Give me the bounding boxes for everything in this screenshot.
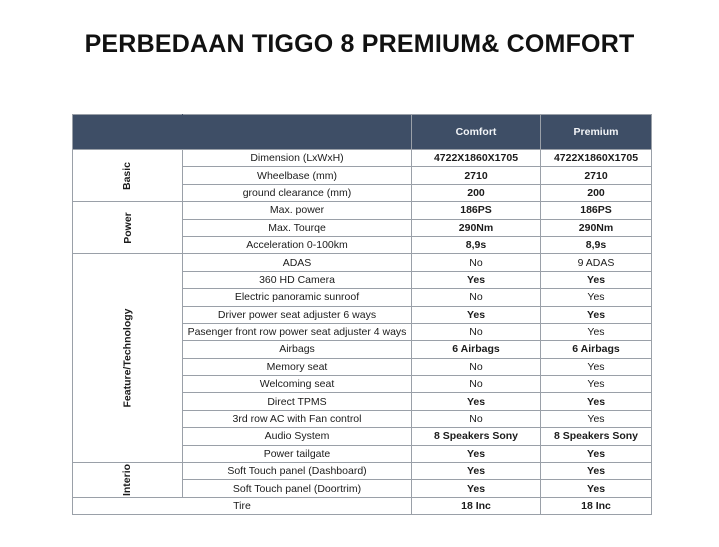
- table-header-row: [73, 115, 652, 150]
- premium-value: Yes: [541, 306, 652, 323]
- feature-label: Direct TPMS: [183, 393, 412, 410]
- header-blank-cell: [183, 115, 412, 150]
- premium-value: Yes: [541, 376, 652, 393]
- feature-label: Acceleration 0-100km: [183, 236, 412, 253]
- category-cell: [73, 202, 183, 254]
- premium-value: Yes: [541, 271, 652, 288]
- header-premium: Premium: [541, 115, 652, 150]
- feature-label: ground clearance (mm): [183, 184, 412, 201]
- comfort-value: Yes: [412, 306, 541, 323]
- comfort-value: Yes: [412, 271, 541, 288]
- feature-label: Audio System: [183, 428, 412, 445]
- header-blank-cell: [73, 115, 183, 150]
- premium-value: 18 Inc: [541, 497, 652, 514]
- comfort-value: Yes: [412, 393, 541, 410]
- premium-value: 9 ADAS: [541, 254, 652, 271]
- premium-value: Yes: [541, 463, 652, 480]
- table-row: [73, 254, 652, 271]
- comfort-value: 2710: [412, 167, 541, 184]
- premium-value: 6 Airbags: [541, 341, 652, 358]
- premium-value: Yes: [541, 289, 652, 306]
- category-label: Basic: [121, 161, 134, 190]
- table-row: [73, 150, 652, 167]
- feature-label: Airbags: [183, 341, 412, 358]
- comfort-value: 200: [412, 184, 541, 201]
- feature-label: 3rd row AC with Fan control: [183, 410, 412, 427]
- premium-value: Yes: [541, 323, 652, 340]
- feature-label: Welcoming seat: [183, 376, 412, 393]
- comfort-value: No: [412, 289, 541, 306]
- comfort-value: 8,9s: [412, 236, 541, 253]
- table-row: [73, 202, 652, 219]
- table-row-tire: [73, 497, 652, 514]
- category-cell: [73, 150, 183, 202]
- comfort-value: No: [412, 376, 541, 393]
- premium-value: 4722X1860X1705: [541, 150, 652, 167]
- feature-label: Driver power seat adjuster 6 ways: [183, 306, 412, 323]
- comfort-value: 186PS: [412, 202, 541, 219]
- comfort-value: Yes: [412, 445, 541, 462]
- table-body: [73, 150, 652, 515]
- comfort-value: Yes: [412, 463, 541, 480]
- comfort-value: No: [412, 358, 541, 375]
- feature-label: Tire: [73, 497, 412, 514]
- premium-value: Yes: [541, 393, 652, 410]
- premium-value: Yes: [541, 480, 652, 497]
- feature-label: Electric panoramic sunroof: [183, 289, 412, 306]
- comfort-value: Yes: [412, 480, 541, 497]
- premium-value: 2710: [541, 167, 652, 184]
- feature-label: Memory seat: [183, 358, 412, 375]
- category-label: Interio: [121, 463, 134, 496]
- page-title: PERBEDAAN TIGGO 8 PREMIUM& COMFORT: [84, 30, 635, 58]
- header-comfort: Comfort: [412, 115, 541, 150]
- premium-value: 8 Speakers Sony: [541, 428, 652, 445]
- feature-label: Soft Touch panel (Dashboard): [183, 463, 412, 480]
- comfort-value: No: [412, 254, 541, 271]
- table-row: [73, 463, 652, 480]
- comfort-value: 8 Speakers Sony: [412, 428, 541, 445]
- comfort-value: 6 Airbags: [412, 341, 541, 358]
- premium-value: 290Nm: [541, 219, 652, 236]
- comfort-value: 4722X1860X1705: [412, 150, 541, 167]
- feature-label: Max. power: [183, 202, 412, 219]
- premium-value: 200: [541, 184, 652, 201]
- comfort-value: No: [412, 323, 541, 340]
- feature-label: Dimension (LxWxH): [183, 150, 412, 167]
- category-label: Power: [121, 211, 134, 244]
- premium-value: 8,9s: [541, 236, 652, 253]
- feature-label: Power tailgate: [183, 445, 412, 462]
- premium-value: 186PS: [541, 202, 652, 219]
- feature-label: ADAS: [183, 254, 412, 271]
- comfort-value: 18 Inc: [412, 497, 541, 514]
- category-label: Feature/Technology: [121, 308, 134, 408]
- spec-comparison-table: [72, 114, 652, 515]
- feature-label: Wheelbase (mm): [183, 167, 412, 184]
- comfort-value: 290Nm: [412, 219, 541, 236]
- premium-value: Yes: [541, 358, 652, 375]
- premium-value: Yes: [541, 410, 652, 427]
- feature-label: 360 HD Camera: [183, 271, 412, 288]
- feature-label: Max. Tourqe: [183, 219, 412, 236]
- comfort-value: No: [412, 410, 541, 427]
- premium-value: Yes: [541, 445, 652, 462]
- feature-label: Pasenger front row power seat adjuster 4 ways: [183, 323, 412, 340]
- category-cell: [73, 254, 183, 463]
- feature-label: Soft Touch panel (Doortrim): [183, 480, 412, 497]
- category-cell: [73, 463, 183, 498]
